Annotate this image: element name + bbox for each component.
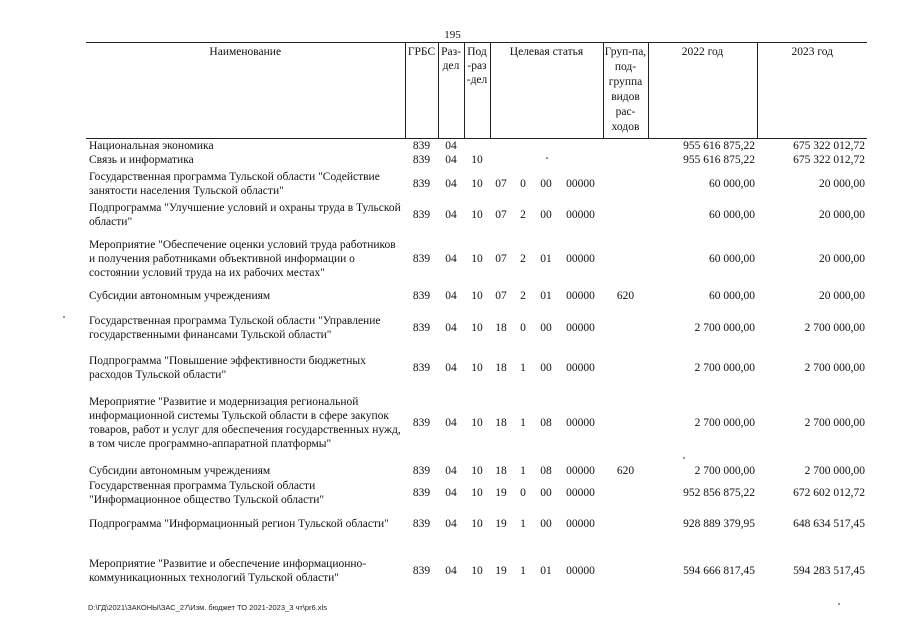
row-target-event xyxy=(534,153,558,167)
row-grbs: 839 xyxy=(412,517,431,530)
row-name: Национальная экономика xyxy=(89,140,214,152)
row-amount-2022: 2 700 000,00 xyxy=(694,362,755,374)
row-amount-2023: 20 000,00 xyxy=(819,289,865,302)
row-grbs: 839 xyxy=(412,362,431,374)
header-razdel: Раз-дел xyxy=(438,43,464,139)
row-amount-2022: 594 666 817,45 xyxy=(683,565,755,577)
row-target-direction: 00000 xyxy=(566,417,595,429)
header-podrazdel: Под-раз-дел xyxy=(464,43,490,139)
row-target-program: 18 xyxy=(495,322,507,334)
row-target-program: 19 xyxy=(495,565,507,577)
row-amount-2023: 648 634 517,45 xyxy=(793,517,865,530)
row-target-direction xyxy=(558,153,603,167)
row-target-event: 01 xyxy=(540,289,552,302)
row-target-direction: 00000 xyxy=(566,517,595,530)
row-razdel: 04 xyxy=(445,253,457,265)
row-target-subprogram xyxy=(512,139,534,154)
row-target-direction: 00000 xyxy=(566,253,595,265)
row-podrazdel: 10 xyxy=(471,465,483,477)
row-target-direction: 00000 xyxy=(566,465,595,477)
row-target-subprogram: 2 xyxy=(520,209,526,221)
row-amount-2022: 2 700 000,00 xyxy=(694,465,755,477)
row-target-subprogram: 0 xyxy=(520,322,526,334)
row-podrazdel: 10 xyxy=(471,253,483,265)
row-target-event: 00 xyxy=(540,177,552,190)
row-amount-2023: 20 000,00 xyxy=(819,209,865,221)
row-expense-type xyxy=(603,383,648,463)
row-target-subprogram: 2 xyxy=(520,289,526,302)
table-row xyxy=(86,288,867,303)
row-amount-2023: 672 602 012,72 xyxy=(793,487,865,499)
table-row xyxy=(86,383,867,463)
row-expense-type: 620 xyxy=(616,465,635,477)
row-grbs: 839 xyxy=(412,465,431,477)
row-expense-type xyxy=(603,200,648,230)
row-target-program xyxy=(490,139,512,154)
row-razdel: 04 xyxy=(445,209,457,221)
row-expense-type xyxy=(603,167,648,200)
row-target-program: 19 xyxy=(495,517,507,530)
row-amount-2022: 60 000,00 xyxy=(709,253,755,265)
row-razdel: 04 xyxy=(445,322,457,334)
row-podrazdel: 10 xyxy=(471,417,483,429)
page-number: 195 xyxy=(444,29,461,41)
row-name: Субсидии автономным учреждениям xyxy=(89,465,271,477)
row-grbs: 839 xyxy=(412,487,431,499)
row-podrazdel: 10 xyxy=(471,177,483,190)
row-target-program xyxy=(490,153,512,167)
row-target-event: 00 xyxy=(540,517,552,530)
row-razdel: 04 xyxy=(445,154,457,166)
row-name: Связь и информатика xyxy=(89,154,194,166)
header-2023: 2023 год xyxy=(757,43,867,139)
table-row xyxy=(86,463,867,479)
table-row xyxy=(86,139,867,154)
row-target-direction xyxy=(558,139,603,154)
row-grbs: 839 xyxy=(412,209,431,221)
row-amount-2023: 20 000,00 xyxy=(819,253,865,265)
row-name: Мероприятие "Развитие и обеспечение информационно-коммуникационных технологий Тульской области" xyxy=(89,558,367,584)
table-body xyxy=(86,139,867,589)
row-podrazdel: 10 xyxy=(471,487,483,499)
header-grbs: ГРБС xyxy=(405,43,438,139)
row-grbs: 839 xyxy=(412,322,431,334)
row-expense-type xyxy=(603,353,648,383)
row-target-event: 01 xyxy=(540,565,552,577)
row-target-event: 00 xyxy=(540,209,552,221)
row-amount-2022: 2 700 000,00 xyxy=(694,322,755,334)
row-target-event: 00 xyxy=(540,362,552,374)
footer-file-path: D:\ГД\2021\ЗАКОНЫ\ЗАС_27\Изм. бюджет ТО 2021-2023_3 чт\pr6.xls xyxy=(88,603,327,612)
row-grbs: 839 xyxy=(412,289,431,302)
row-podrazdel: 10 xyxy=(471,517,483,530)
row-razdel: 04 xyxy=(445,465,457,477)
table-row xyxy=(86,353,867,383)
row-amount-2023: 675 322 012,72 xyxy=(793,140,865,152)
row-name: Субсидии автономным учреждениям xyxy=(89,289,271,302)
row-expense-type xyxy=(603,139,648,154)
row-target-subprogram xyxy=(512,153,534,167)
row-expense-type xyxy=(603,479,648,507)
row-amount-2023: 2 700 000,00 xyxy=(804,322,865,334)
row-target-program: 18 xyxy=(495,362,507,374)
row-target-program: 07 xyxy=(495,253,507,265)
row-target-subprogram: 0 xyxy=(520,177,526,190)
row-target-direction: 00000 xyxy=(566,362,595,374)
row-razdel: 04 xyxy=(445,177,457,190)
row-amount-2023: 675 322 012,72 xyxy=(793,154,865,166)
row-target-direction: 00000 xyxy=(566,209,595,221)
header-name: Наименование xyxy=(209,46,282,58)
row-grbs: 839 xyxy=(412,417,431,429)
row-amount-2022: 955 616 875,22 xyxy=(683,154,755,166)
row-name: Подпрограмма "Улучшение условий и охраны труда в Тульской области" xyxy=(89,202,401,228)
row-grbs: 839 xyxy=(412,253,431,265)
row-name: Подпрограмма "Повышение эффективности бюджетных расходов Тульской области" xyxy=(89,355,366,381)
row-podrazdel: 10 xyxy=(471,322,483,334)
row-target-subprogram: 0 xyxy=(520,487,526,499)
row-razdel: 04 xyxy=(445,417,457,429)
row-target-program: 18 xyxy=(495,417,507,429)
row-expense-type xyxy=(603,230,648,288)
row-razdel: 04 xyxy=(445,565,457,577)
row-expense-type xyxy=(603,153,648,167)
row-amount-2023: 2 700 000,00 xyxy=(804,465,865,477)
row-target-subprogram: 1 xyxy=(520,565,526,577)
row-amount-2023: 594 283 517,45 xyxy=(793,565,865,577)
table-row xyxy=(86,230,867,288)
row-target-direction: 00000 xyxy=(566,487,595,499)
table-header-row xyxy=(86,43,867,139)
row-target-direction: 00000 xyxy=(566,289,595,302)
row-grbs: 839 xyxy=(412,140,431,152)
row-target-direction: 00000 xyxy=(566,177,595,190)
scan-speck xyxy=(838,603,840,605)
row-podrazdel: 10 xyxy=(471,289,483,302)
table-row xyxy=(86,479,867,507)
row-target-event: 00 xyxy=(540,487,552,499)
table-row xyxy=(86,167,867,200)
row-amount-2022: 928 889 379,95 xyxy=(683,517,755,530)
table-row xyxy=(86,153,867,167)
row-target-subprogram: 1 xyxy=(520,465,526,477)
row-razdel: 04 xyxy=(445,517,457,530)
row-target-event: 08 xyxy=(540,465,552,477)
row-expense-type: 620 xyxy=(616,289,635,302)
scan-speck xyxy=(63,316,65,318)
row-target-program: 07 xyxy=(495,177,507,190)
row-amount-2022: 955 616 875,22 xyxy=(683,140,755,152)
row-target-program: 18 xyxy=(495,465,507,477)
row-razdel: 04 xyxy=(445,362,457,374)
row-amount-2022: 2 700 000,00 xyxy=(694,417,755,429)
row-amount-2023: 2 700 000,00 xyxy=(804,362,865,374)
row-target-program: 19 xyxy=(495,487,507,499)
row-target-program: 07 xyxy=(495,289,507,302)
scan-speck xyxy=(546,157,548,159)
row-grbs: 839 xyxy=(412,177,431,190)
row-target-direction: 00000 xyxy=(566,565,595,577)
row-amount-2022: 60 000,00 xyxy=(709,209,755,221)
row-grbs: 839 xyxy=(412,565,431,577)
row-podrazdel: 10 xyxy=(471,209,483,221)
header-vid: Груп-па, под-группа видов рас-ходов xyxy=(603,43,648,139)
row-target-subprogram: 1 xyxy=(520,417,526,429)
row-target-event xyxy=(534,139,558,154)
row-expense-type xyxy=(603,540,648,588)
row-name: Подпрограмма "Информационный регион Тульской области" xyxy=(89,517,389,530)
row-amount-2023: 2 700 000,00 xyxy=(804,417,865,429)
header-2022: 2022 год xyxy=(648,43,757,139)
row-target-direction: 00000 xyxy=(566,322,595,334)
scan-speck xyxy=(683,457,685,459)
row-expense-type xyxy=(603,507,648,540)
row-expense-type xyxy=(603,303,648,353)
table-row xyxy=(86,540,867,588)
row-podrazdel: 10 xyxy=(471,154,483,166)
row-name: Государственная программа Тульской области "Управление государственными финансами Тульской области" xyxy=(89,315,381,341)
header-target: Целевая статья xyxy=(490,43,603,139)
row-target-event: 00 xyxy=(540,322,552,334)
row-amount-2022: 60 000,00 xyxy=(709,177,755,190)
row-target-subprogram: 1 xyxy=(520,362,526,374)
row-name: Государственная программа Тульской области "Содействие занятости населения Тульской области" xyxy=(89,170,380,197)
row-amount-2022: 60 000,00 xyxy=(709,289,755,302)
row-target-event: 08 xyxy=(540,417,552,429)
row-name: Государственная программа Тульской области "Информационное общество Тульской области" xyxy=(89,480,325,506)
row-amount-2022: 952 856 875,22 xyxy=(683,487,755,499)
table-row xyxy=(86,200,867,230)
row-podrazdel: 10 xyxy=(471,362,483,374)
row-razdel: 04 xyxy=(445,289,457,302)
row-target-program: 07 xyxy=(495,209,507,221)
row-amount-2023: 20 000,00 xyxy=(819,177,865,190)
budget-table xyxy=(86,42,867,588)
row-target-subprogram: 1 xyxy=(520,517,526,530)
row-razdel: 04 xyxy=(445,140,457,152)
row-target-subprogram: 2 xyxy=(520,253,526,265)
row-podrazdel: 10 xyxy=(471,565,483,577)
row-name: Мероприятие "Обеспечение оценки условий труда работников и получения работниками объективной информации о состоянии условий труда на их рабочих местах" xyxy=(89,239,396,279)
row-grbs: 839 xyxy=(412,154,431,166)
table-row xyxy=(86,303,867,353)
table-row xyxy=(86,507,867,540)
row-razdel: 04 xyxy=(445,487,457,499)
row-name: Мероприятие "Развитие и модернизация региональной информационной системы Тульской области в сфере закупок товаров, работ и услуг для обеспечения государственных нужд, в том числе программно-аппаратной платформы" xyxy=(89,396,401,450)
row-target-event: 01 xyxy=(540,253,552,265)
row-podrazdel xyxy=(464,139,490,154)
